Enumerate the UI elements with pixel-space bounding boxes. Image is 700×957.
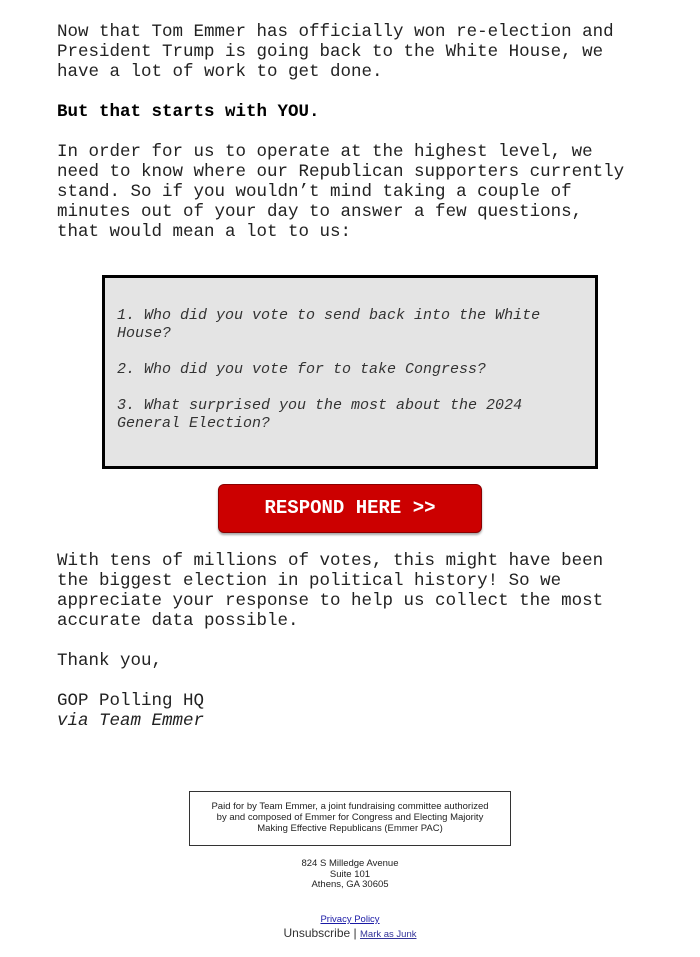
closing-paragraph: With tens of millions of votes, this might have been the biggest election in political history! So we appreciate your response to help us collect the most accurate data possible. (57, 551, 604, 631)
respond-here-button[interactable]: RESPOND HERE >> (218, 484, 482, 533)
mailing-address (200, 859, 500, 891)
address-line: 824 S Milledge Avenue (301, 858, 399, 869)
ask-paragraph: In order for us to operate at the highest level, we need to know where our Republican supporters currently stand. So if you wouldn’t mind taking a couple of minutes out of your day to answer a few questions, that would mean a lot to us: (57, 142, 625, 242)
link-separator: | (353, 926, 357, 940)
question-item: 1. Who did you vote to send back into the White House? (117, 307, 541, 342)
question-item: 2. Who did you vote for to take Congress? (117, 361, 487, 378)
mark-as-junk-link[interactable]: Mark as Junk (360, 929, 417, 940)
signature-via: via Team Emmer (57, 711, 205, 731)
address-line: Suite 101 (329, 868, 371, 880)
unsubscribe-row (200, 926, 500, 942)
signature-name: GOP Polling HQ (57, 691, 205, 711)
question-item: 3. What surprised you the most about the 2024 General Election? (117, 397, 523, 432)
unsubscribe-link[interactable]: Unsubscribe (283, 926, 351, 940)
questions-box (102, 275, 598, 469)
paid-for-disclaimer: Paid for by Team Emmer, a joint fundraising committee authorized by and composed of Emmer for Congress and Electing Majority Making Effective Republicans (Emmer PAC) (189, 791, 511, 846)
callout-text: But that starts with YOU. (57, 102, 320, 122)
intro-paragraph: Now that Tom Emmer has officially won re-election and President Trump is going back to the White House, we have a lot of work to get done. (57, 22, 614, 82)
thanks-text: Thank you, (57, 651, 163, 671)
privacy-policy-link[interactable]: Privacy Policy (320, 914, 380, 925)
address-line: Athens, GA 30605 (311, 879, 389, 890)
privacy-row (200, 914, 500, 926)
